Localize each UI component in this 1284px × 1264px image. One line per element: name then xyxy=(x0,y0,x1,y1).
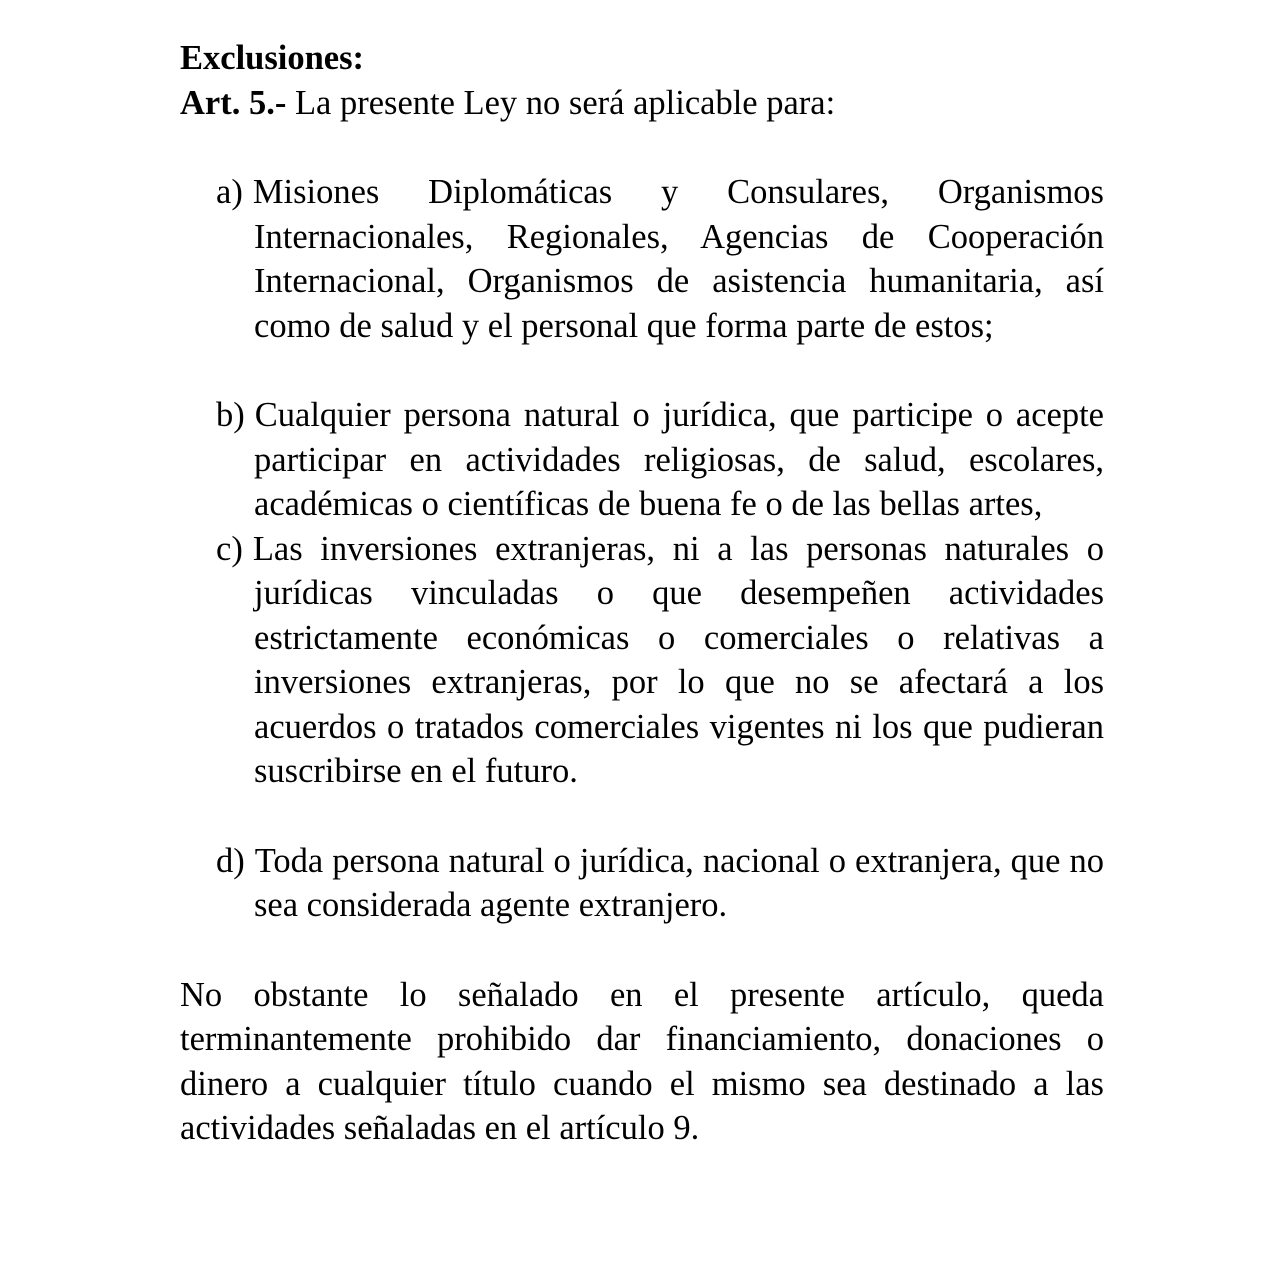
spacer xyxy=(180,794,1104,839)
document-page xyxy=(180,36,1104,1151)
closing-paragraph: No obstante lo señalado en el presente artículo, queda terminantemente prohibido dar financiamiento, donaciones o dinero a cualquier título cuando el mismo sea destinado a las actividades señaladas en el artículo 9. xyxy=(180,975,1104,1147)
item-text: Cualquier persona natural o jurídica, que participe o acepte participar en actividades religiosas, de salud, escolares, académicas o científicas de buena fe o de las bellas artes, xyxy=(254,396,1104,523)
item-text: Toda persona natural o jurídica, nacional o extranjera, que no sea considerada agente extranjero. xyxy=(254,841,1104,924)
article-intro-text: La presente Ley no será aplicable para: xyxy=(294,83,836,122)
item-text: Misiones Diplomáticas y Consulares, Organismos Internacionales, Regionales, Agencias de Cooperación Internacional, Organismos de asistencia humanitaria, así como de salud y el personal que forma parte de estos; xyxy=(252,173,1104,345)
item-marker: a) xyxy=(216,173,243,211)
list-item-a xyxy=(216,170,1104,348)
spacer xyxy=(180,928,1104,973)
article-label: Art. 5.- xyxy=(180,83,287,122)
spacer xyxy=(180,348,1104,393)
item-marker: b) xyxy=(216,396,245,434)
article-intro xyxy=(180,81,1104,126)
list-item-d xyxy=(216,839,1104,928)
item-text: Las inversiones extranjeras, ni a las personas naturales o jurídicas vinculadas o que desempeñen actividades estrictamente económicas o comerciales o relativas a inversiones extranjeras, por lo que no se afectará a los acuerdos o tratados comerciales vigentes ni los que pudieran suscribirse en el futuro. xyxy=(252,529,1104,790)
section-heading: Exclusiones: xyxy=(180,39,365,77)
item-marker: c) xyxy=(216,529,243,568)
item-marker: d) xyxy=(216,841,245,880)
list-item-b xyxy=(216,393,1104,527)
exclusion-list xyxy=(180,170,1104,928)
spacer xyxy=(180,125,1104,170)
list-item-c xyxy=(216,527,1104,794)
